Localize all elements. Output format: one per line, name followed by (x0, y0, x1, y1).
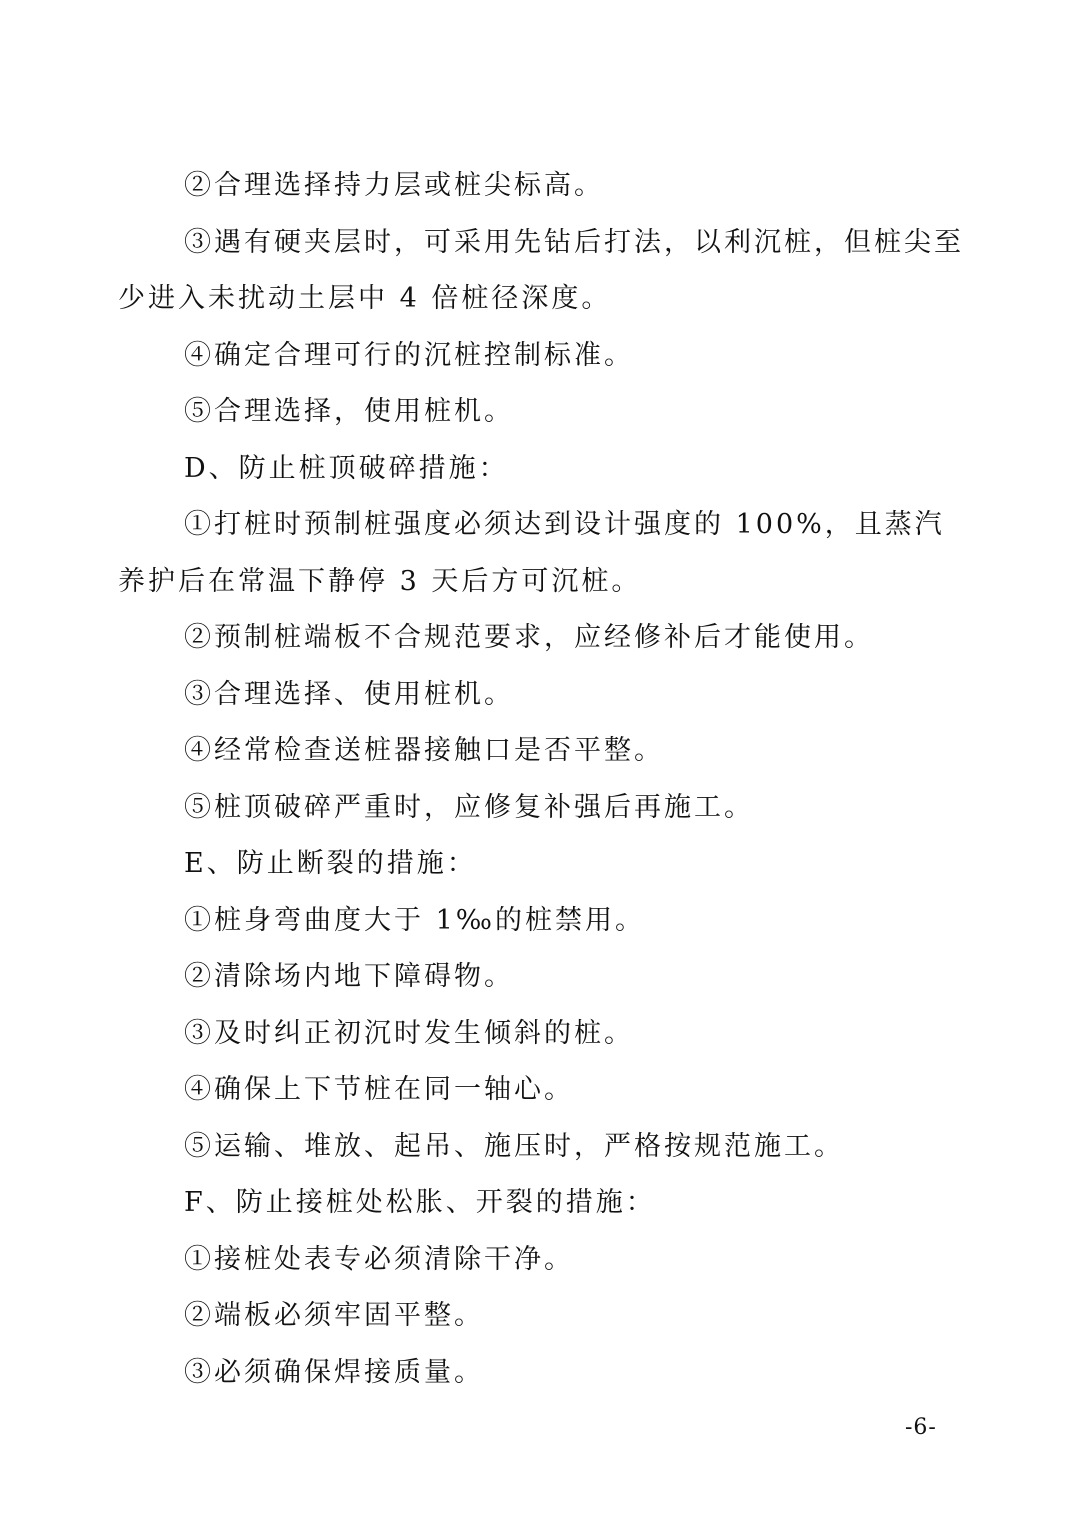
document-body (118, 158, 970, 1401)
paragraph: ③必须确保焊接质量。 (184, 1356, 484, 1388)
paragraph: ④经常检查送桩器接触口是否平整。 (184, 735, 664, 766)
paragraph: ③合理选择、使用桩机。 (184, 678, 514, 710)
paragraph: ⑤运输、堆放、起吊、施压时，严格按规范施工。 (184, 1130, 844, 1162)
paragraph: ③及时纠正初沉时发生倾斜的桩。 (184, 1017, 634, 1049)
section-heading-f: F、防止接桩处松胀、开裂的措施： (184, 1187, 656, 1218)
section-heading-d: D、防止桩顶破碎措施： (184, 452, 509, 484)
paragraph: ④确保上下节桩在同一轴心。 (184, 1074, 574, 1105)
section-heading-e: E、防止断裂的措施： (184, 848, 477, 879)
paragraph: ①桩身弯曲度大于 1‰的桩禁用。 (184, 904, 645, 936)
paragraph: ⑤桩顶破碎严重时，应修复补强后再施工。 (184, 791, 754, 823)
paragraph: ②端板必须牢固平整。 (184, 1300, 484, 1331)
paragraph: ②预制桩端板不合规范要求，应经修补后才能使用。 (184, 622, 874, 653)
paragraph: ①打桩时预制桩强度必须达到设计强度的 100%，且蒸汽养护后在常温下静停 3 天后方可沉桩。 (118, 509, 945, 597)
paragraph: ①接桩处表专必须清除干净。 (184, 1243, 574, 1275)
paragraph: ③遇有硬夹层时，可采用先钻后打法，以利沉桩，但桩尖至少进入未扰动土层中 4 倍桩径深度。 (118, 226, 964, 314)
paragraph: ②清除场内地下障碍物。 (184, 961, 514, 992)
page-number: -6- (905, 1415, 937, 1440)
paragraph: ⑤合理选择，使用桩机。 (184, 396, 514, 427)
paragraph: ④确定合理可行的沉桩控制标准。 (184, 339, 634, 371)
paragraph: ②合理选择持力层或桩尖标高。 (184, 170, 604, 201)
